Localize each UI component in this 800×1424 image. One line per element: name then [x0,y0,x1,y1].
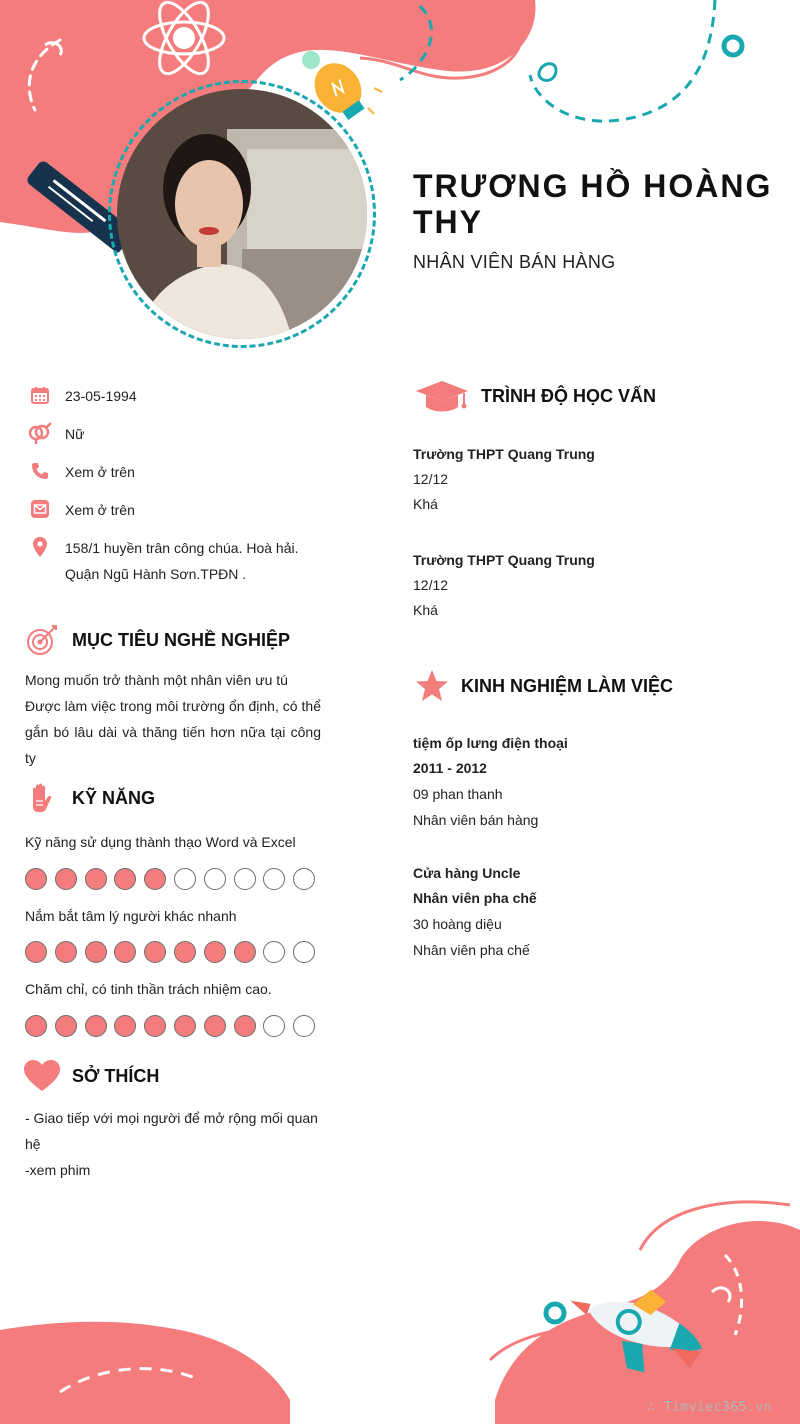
rating-dot-filled [144,1015,166,1037]
contact-list [28,384,348,587]
contact-phone [28,460,348,498]
objective-title: MỤC TIÊU NGHỀ NGHIỆP [72,629,291,650]
gender-icon [28,422,52,444]
skill-label: Nắm bắt tâm lý người khác nhanh [25,908,237,924]
candidate-name: TRƯƠNG HỒ HOÀNG THY [413,168,773,240]
birthdate-text: 23-05-1994 [65,388,137,404]
skill-rating [25,1015,323,1037]
avatar [117,89,367,339]
contact-gender [28,422,348,460]
star-icon [413,668,451,704]
email-icon [28,498,52,520]
job-role: Nhân viên bán hàng [413,812,539,828]
rating-dot-filled [114,1015,136,1037]
hand-icon [22,780,62,816]
school-grade: 12/12 [413,471,449,487]
contact-address [28,536,348,587]
rating-dot-filled [114,941,136,963]
school-name: Trường THPT Quang Trung [413,446,595,462]
rating-dot-empty [293,1015,315,1037]
experience-title: KINH NGHIỆM LÀM VIỆC [461,675,674,696]
rating-dot-filled [85,868,107,890]
rating-dot-filled [204,1015,226,1037]
rating-dot-empty [263,868,285,890]
school-rank: Khá [413,496,438,512]
rating-dot-empty [263,941,285,963]
rating-dot-filled [25,868,47,890]
objective-line: Được làm việc trong môi trường ổn định, có thể gắn bó lâu dài và thăng tiến hơn nữa tại công ty [25,698,321,766]
location-pin-icon [28,536,52,558]
education-header [413,378,656,414]
school-name: Trường THPT Quang Trung [413,552,595,568]
rating-dot-empty [293,868,315,890]
email-text: Xem ở trên [65,502,135,518]
objective-header [22,622,290,658]
education-title: TRÌNH ĐỘ HỌC VẤN [481,385,656,406]
hobbies-header [22,1058,159,1094]
contact-birthdate [28,384,348,422]
rating-dot-filled [204,941,226,963]
skill-rating [25,868,323,890]
school-grade: 12/12 [413,577,449,593]
job-role: Nhân viên pha chế [413,942,530,958]
rating-dot-filled [234,1015,256,1037]
hobbies-title: SỞ THÍCH [72,1065,160,1086]
experience-item [413,731,773,833]
rating-dot-empty [234,868,256,890]
skills-header [22,780,155,816]
rating-dot-filled [85,941,107,963]
phone-text: Xem ở trên [65,464,135,480]
calendar-icon [28,384,52,406]
phone-icon [28,460,52,482]
education-item [413,442,773,517]
hobbies-text [25,1105,321,1183]
experience-header [413,668,673,704]
company-name: tiệm ốp lưng điện thoại [413,735,568,751]
rating-dot-filled [55,941,77,963]
rating-dot-empty [293,941,315,963]
experience-item [413,861,773,963]
school-rank: Khá [413,602,438,618]
rating-dot-filled [55,1015,77,1037]
hobby-line: -xem phim [25,1162,91,1178]
work-period: Nhân viên pha chế [413,890,537,906]
rating-dot-empty [174,868,196,890]
rating-dot-filled [144,941,166,963]
job-title: NHÂN VIÊN BÁN HÀNG [413,252,616,272]
heart-icon [22,1058,62,1094]
target-icon [22,622,62,658]
rating-dot-filled [144,868,166,890]
skill-label: Chăm chỉ, có tinh thần trách nhiệm cao. [25,981,272,997]
rating-dot-filled [174,941,196,963]
company-name: Cửa hàng Uncle [413,865,521,881]
objective-text [25,667,321,771]
rating-dot-filled [114,868,136,890]
rating-dot-filled [174,1015,196,1037]
watermark: ∴ Timviec365.vn [647,1400,772,1415]
address-text: 158/1 huyền trân công chúa. Hoà hải. Quận Ngũ Hành Sơn.TPĐN . [65,540,299,582]
objective-line: Mong muốn trở thành một nhân viên ưu tú [25,672,288,688]
work-period: 2011 - 2012 [413,760,487,776]
rating-dot-filled [25,941,47,963]
rating-dot-filled [85,1015,107,1037]
skill-label: Kỹ năng sử dụng thành thạo Word và Excel [25,834,296,850]
rating-dot-filled [25,1015,47,1037]
skill-rating [25,941,323,963]
graduation-cap-icon [413,378,471,414]
rating-dot-filled [234,941,256,963]
rating-dot-empty [204,868,226,890]
gender-text: Nữ [65,426,85,442]
contact-email [28,498,348,536]
hobby-line: - Giao tiếp với mọi người để mở rộng mối quan hệ [25,1110,318,1152]
skills-title: KỸ NĂNG [72,787,156,808]
education-item [413,548,773,623]
company-address: 30 hoàng diệu [413,916,502,932]
rating-dot-empty [263,1015,285,1037]
company-address: 09 phan thanh [413,786,503,802]
rating-dot-filled [55,868,77,890]
